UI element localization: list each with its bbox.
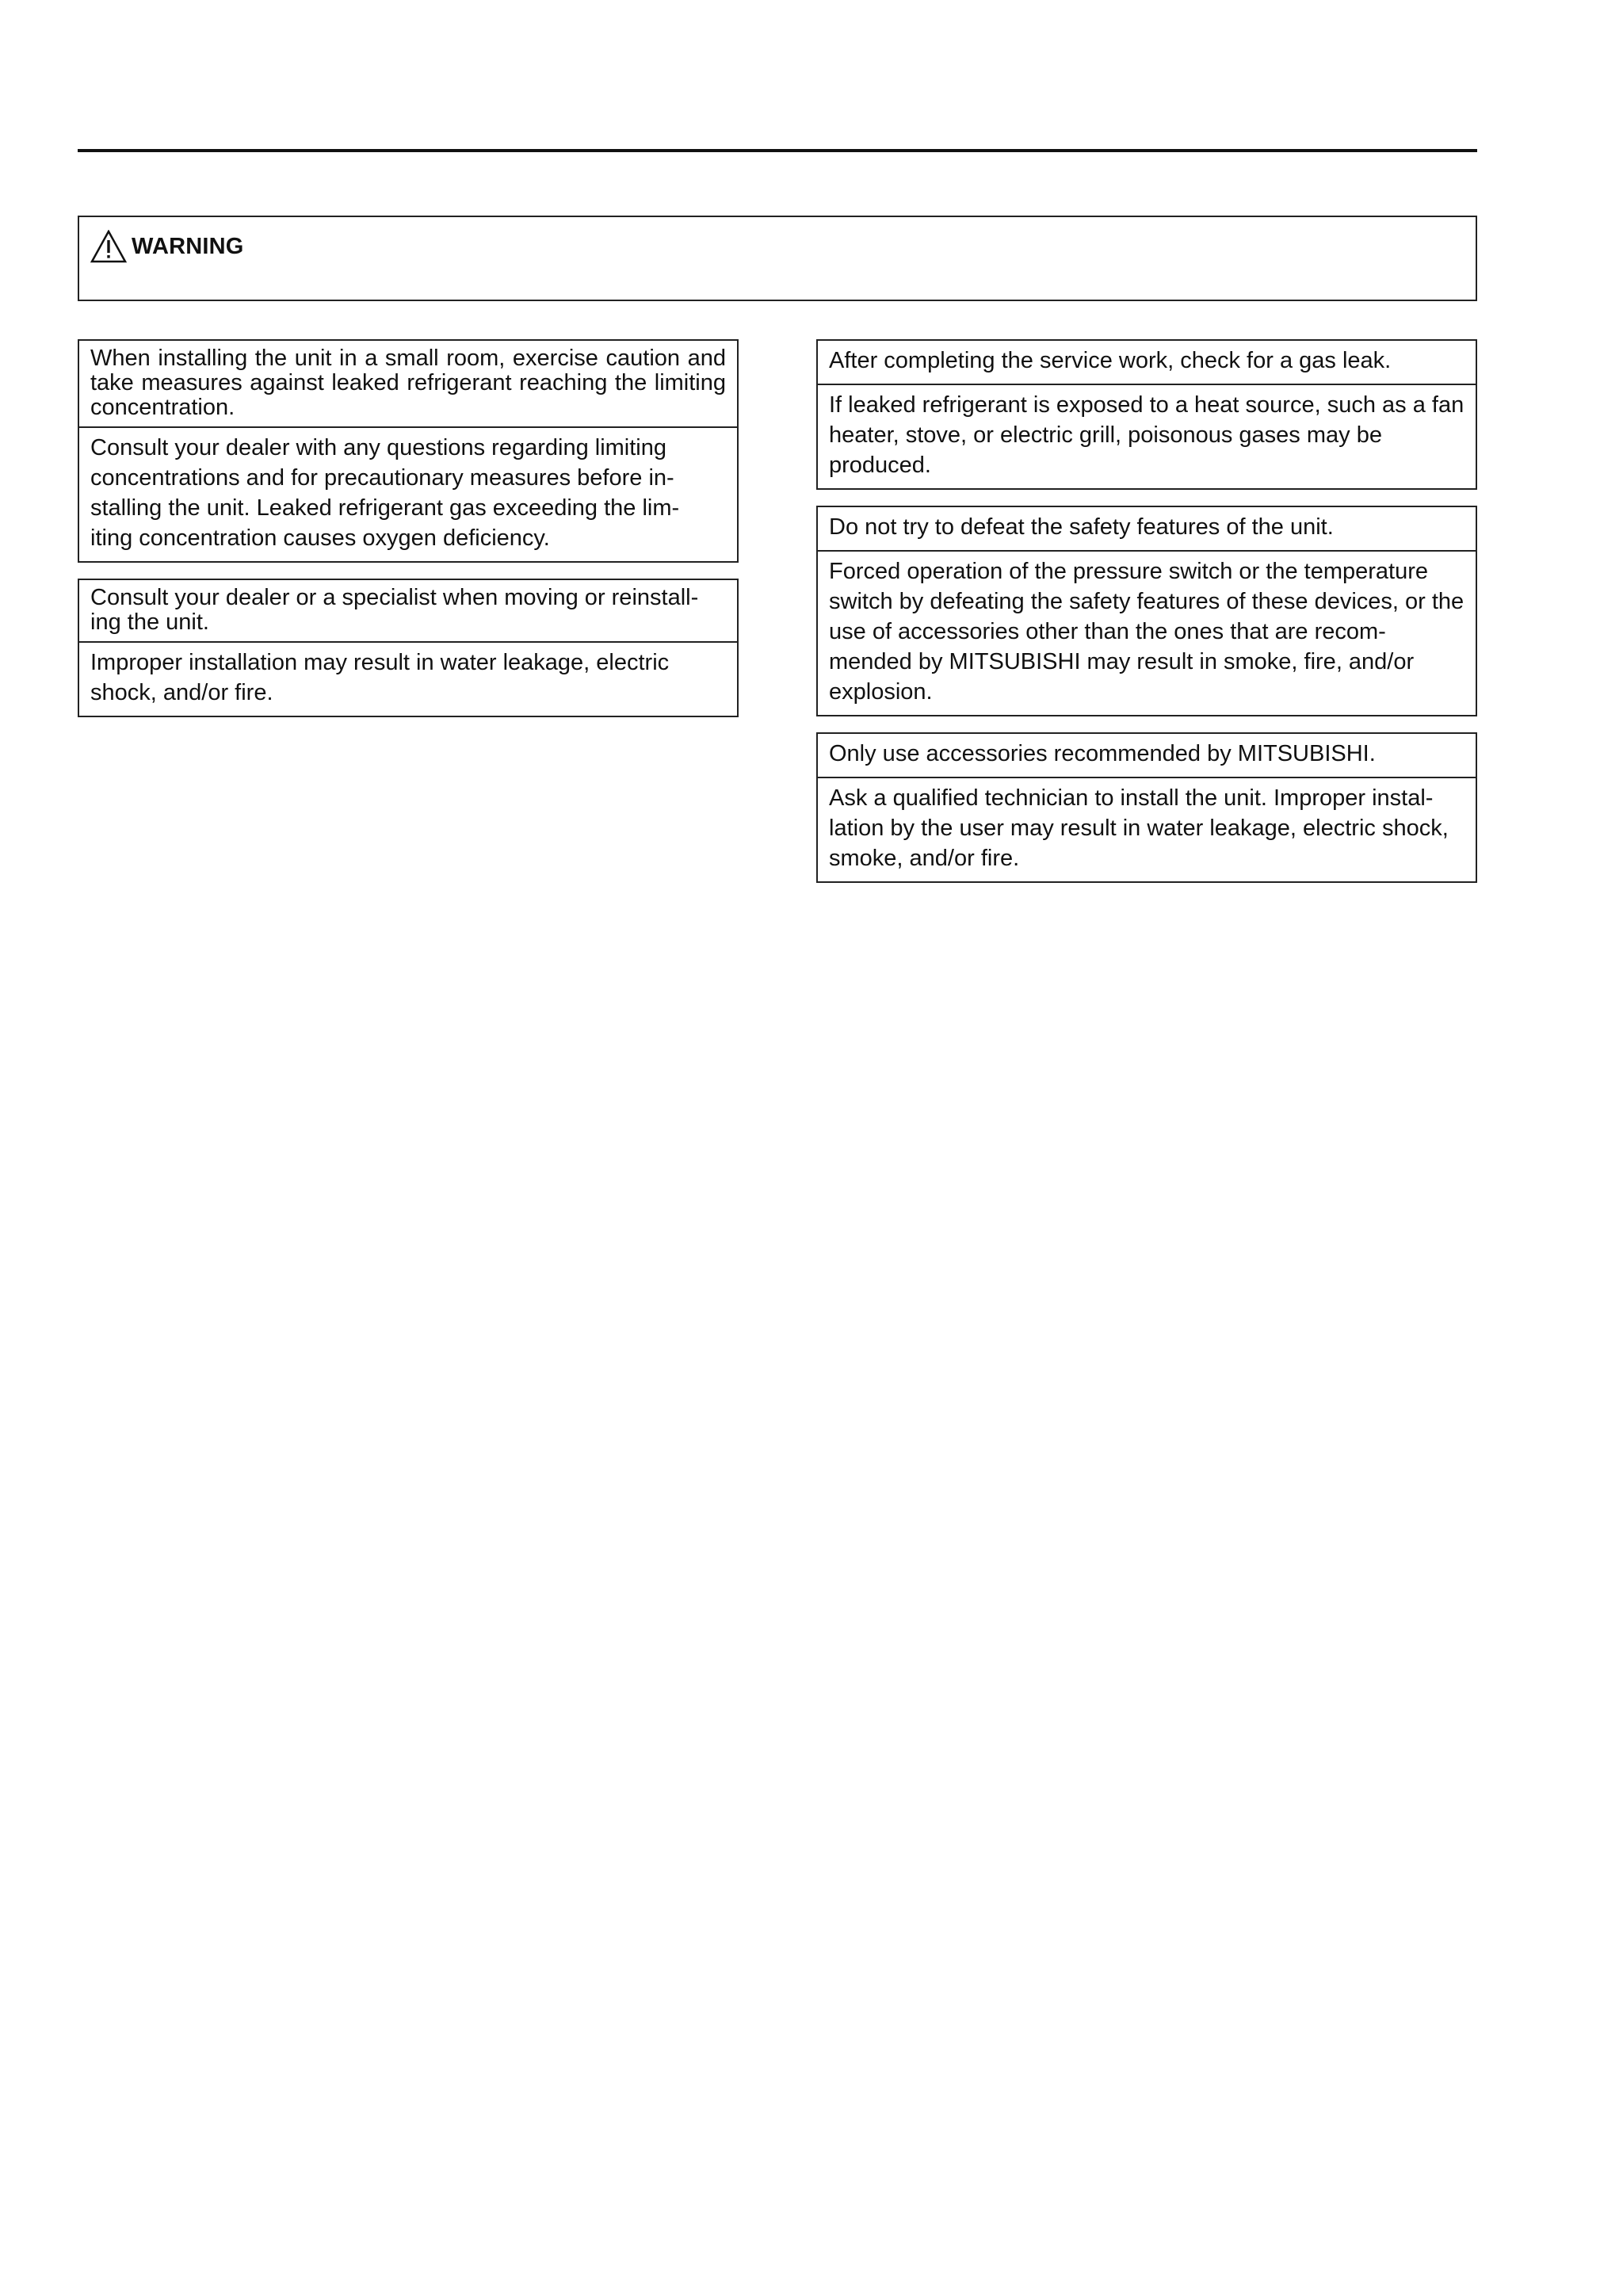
warning-box [816, 732, 1477, 883]
warning-detail: If leaked refrigerant is exposed to a heat source, such as a fan heater, stove, or electric grill, poisonous gases may be produced. [818, 384, 1476, 488]
warning-statement: Consult your dealer or a specialist when moving or reinstall- ing the unit. [90, 585, 699, 635]
warning-detail: Forced operation of the pressure switch or the temperature switch by defeating the safety features of these devices, or the use of accessories other than the ones that are recom- mended by MITSUBISHI may result in smoke, fire, and/or explosion. [818, 550, 1476, 715]
warning-label: WARNING [132, 234, 244, 259]
warning-detail: Improper installation may result in water leakage, electric shock, and/or fire. [79, 641, 737, 716]
warning-box [78, 579, 739, 717]
warning-detail: Ask a qualified technician to install the unit. Improper instal- lation by the user may result in water leakage, electric shock, smoke, and/or fire. [818, 777, 1476, 881]
warning-box [816, 506, 1477, 716]
warning-header [78, 216, 1477, 301]
top-rule [78, 149, 1477, 152]
warning-box [816, 339, 1477, 490]
warning-statement: Do not try to defeat the safety features of the unit. [829, 514, 1334, 540]
warning-box [78, 339, 739, 563]
warning-statement: Only use accessories recommended by MITSUBISHI. [829, 741, 1376, 766]
warning-detail: Consult your dealer with any questions regarding limiting concentrations and for precautionary measures before in- stalling the unit. Leaked refrigerant gas exceeding the lim- iting concentration causes oxygen deficiency. [79, 426, 737, 561]
warning-triangle-icon [90, 230, 127, 263]
right-column [816, 339, 1477, 899]
warning-statement: When installing the unit in a small room, exercise caution and take measures against leaked refrigerant reaching the limiting concentration. [90, 346, 726, 420]
warning-statement: After completing the service work, check for a gas leak. [829, 348, 1392, 373]
left-column [78, 339, 739, 733]
